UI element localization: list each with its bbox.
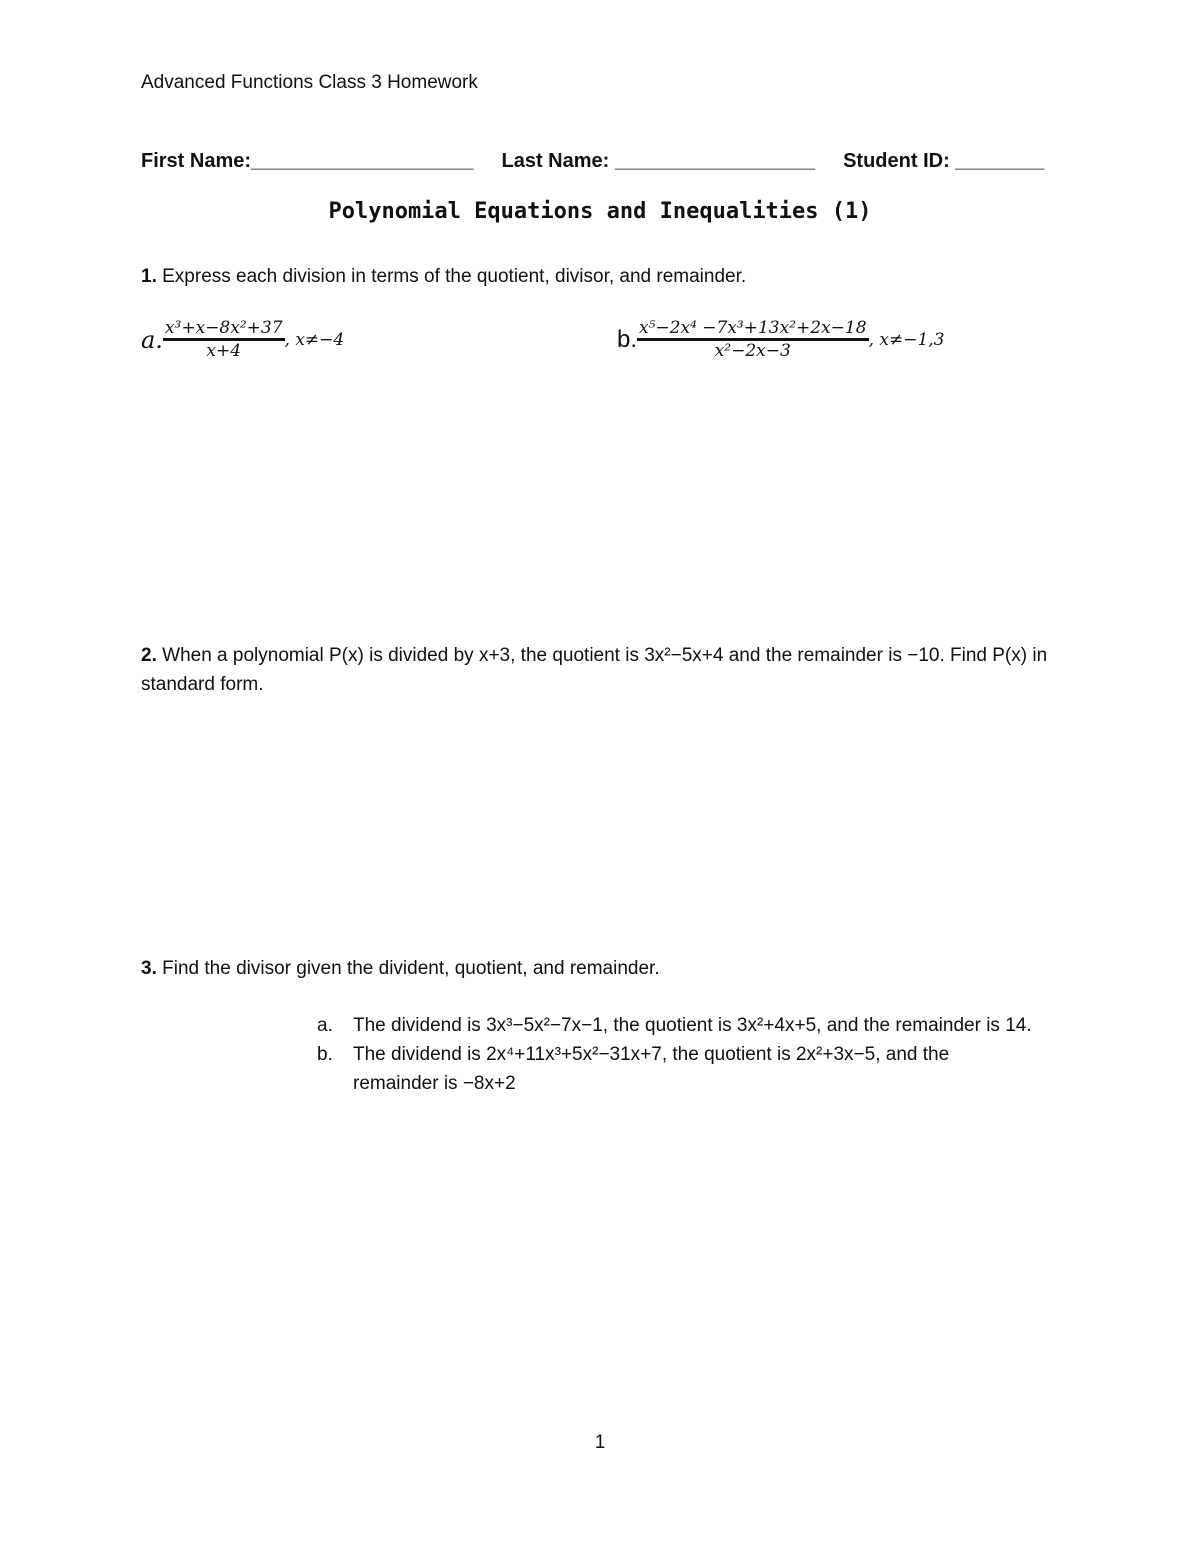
question-3: [141, 954, 660, 983]
question-3b: [317, 1040, 949, 1069]
question-1b-denominator: x²−2x−3: [714, 341, 791, 361]
question-3-number: 3.: [141, 958, 157, 979]
student-info-fields: [141, 150, 1044, 173]
question-1a-label: a.: [141, 325, 163, 354]
question-1a: [141, 318, 344, 361]
page-number: 1: [594, 1432, 606, 1453]
question-1b-condition: , x≠−1,3: [868, 329, 945, 350]
question-1a-denominator: x+4: [206, 341, 242, 361]
question-1: [141, 262, 746, 291]
first-name-field[interactable]: First Name:____________________: [141, 150, 474, 172]
question-1a-condition: , x≠−4: [284, 329, 345, 350]
question-3a-label: a.: [317, 1015, 333, 1036]
question-3b-label: b.: [317, 1044, 333, 1065]
question-2-number: 2.: [141, 645, 157, 666]
question-1b-fraction: [637, 318, 869, 361]
question-2-text: When a polynomial P(x) is divided by x+3, the quotient is 3x²−5x+4 and the remainder is −10. Find P(x) in standard form.: [141, 645, 1048, 695]
question-3b-continued: remainder is −8x+2: [353, 1073, 516, 1094]
question-1a-fraction: [163, 318, 285, 361]
question-3a: [317, 1011, 1032, 1040]
question-1-text: Express each division in terms of the quotient, divisor, and remainder.: [156, 266, 747, 287]
question-3a-text: The dividend is 3x³−5x²−7x−1, the quotient is 3x²+4x+5, and the remainder is 14.: [353, 1015, 1032, 1036]
question-1b-label: b.: [617, 325, 638, 353]
question-1b-numerator: x⁵−2x⁴ −7x³+13x²+2x−18: [637, 318, 869, 341]
page-title: Polynomial Equations and Inequalities (1): [328, 199, 872, 224]
document-header: Advanced Functions Class 3 Homework: [141, 72, 478, 93]
question-1a-numerator: x³+x−8x²+37: [163, 318, 285, 341]
question-3b-text-line1: The dividend is 2x⁴+11x³+5x²−31x+7, the quotient is 2x²+3x−5, and the: [353, 1044, 950, 1065]
last-name-field[interactable]: Last Name: __________________: [501, 150, 816, 172]
question-3-text: Find the divisor given the divident, quotient, and remainder.: [156, 958, 660, 979]
question-2: [141, 641, 1061, 699]
question-1b: [617, 318, 944, 361]
student-id-field[interactable]: Student ID: ________: [843, 150, 1045, 172]
question-1-number: 1.: [141, 266, 157, 287]
